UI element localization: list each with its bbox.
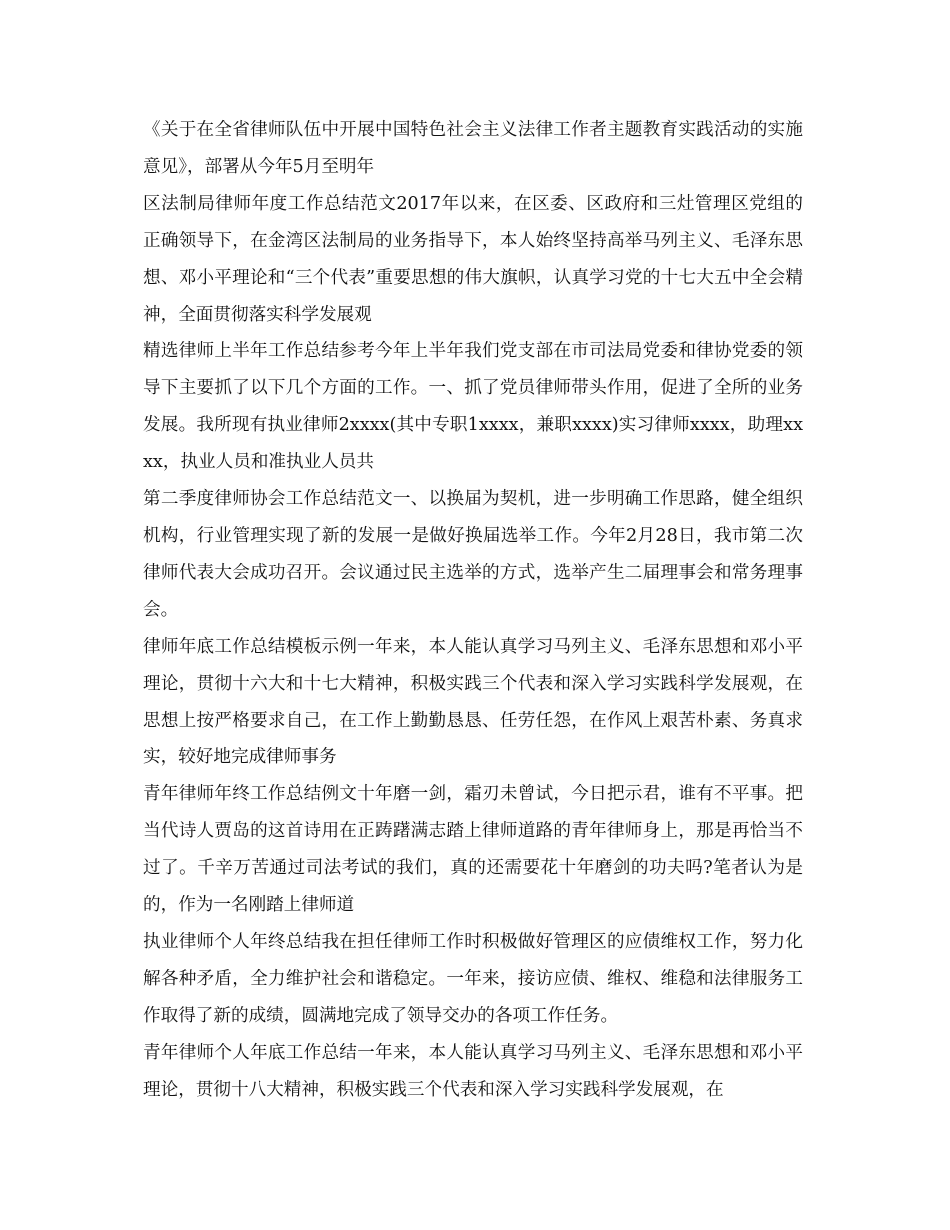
paragraph-4: 第二季度律师协会工作总结范文一、以换届为契机，进一步明确工作思路，健全组织机构，行业管理实现了新的发展一是做好换届选举工作。今年2月28日，我市第二次律师代表大会成功召开。会议通过民主选举的方式，选举产生二届理事会和常务理事会。	[143, 489, 803, 620]
paragraph-7: 执业律师个人年终总结我在担任律师工作时积极做好管理区的应债维权工作，努力化解各种矛盾，全力维护社会和谐稳定。一年来，接访应债、维权、维稳和法律服务工作取得了新的成绩，圆满地完成了领导交办的各项工作任务。	[143, 931, 803, 1026]
paragraph-5: 律师年底工作总结模板示例一年来，本人能认真学习马列主义、毛泽东思想和邓小平理论，贯彻十六大和十七大精神，积极实践三个代表和深入学习实践科学发展观，在思想上按严格要求自己，在工作上勤勤恳恳、任劳任怨，在作风上艰苦朴素、务真求实，较好地完成律师事务	[143, 636, 803, 768]
paragraph-6: 青年律师年终工作总结例文十年磨一剑，霜刃未曾试，今日把示君，谁有不平事。把当代诗人贾岛的这首诗用在正踌躇满志踏上律师道路的青年律师身上，那是再恰当不过了。千辛万苦通过司法考试的我们，真的还需要花十年磨剑的功夫吗?笔者认为是的，作为一名刚踏上律师道	[143, 784, 803, 916]
paragraph-1: 《关于在全省律师队伍中开展中国特色社会主义法律工作者主题教育实践活动的实施意见》，部署从今年5月至明年	[143, 120, 803, 177]
document-body	[143, 112, 803, 1108]
paragraph-8: 青年律师个人年底工作总结一年来，本人能认真学习马列主义、毛泽东思想和邓小平理论，贯彻十八大精神，积极实践三个代表和深入学习实践科学发展观，在	[143, 1042, 803, 1100]
paragraph-2: 区法制局律师年度工作总结范文2017年以来，在区委、区政府和三灶管理区党组的正确领导下，在金湾区法制局的业务指导下，本人始终坚持高举马列主义、毛泽东思想、邓小平理论和“三个代表”重要思想的伟大旗帜，认真学习党的十七大五中全会精神，全面贯彻落实科学发展观	[143, 193, 803, 325]
paragraph-3: 精选律师上半年工作总结参考今年上半年我们党支部在市司法局党委和律协党委的领导下主要抓了以下几个方面的工作。一、抓了党员律师带头作用，促进了全所的业务发展。我所现有执业律师2xxxx(其中专职1xxxx，兼职xxxx)实习律师xxxx，助理xxxx，执业人员和准执业人员共	[143, 341, 803, 473]
